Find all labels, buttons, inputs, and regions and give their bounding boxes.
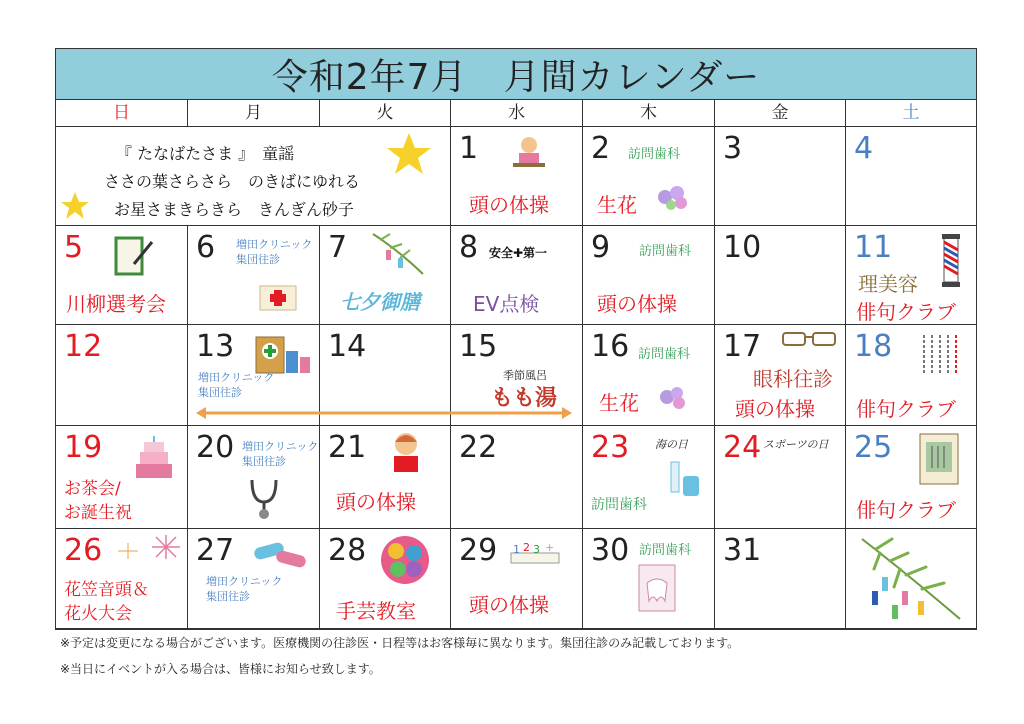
star-icon xyxy=(386,131,432,177)
event-label: 季節風呂 xyxy=(503,369,547,382)
svg-text:3: 3 xyxy=(533,543,540,556)
poem-line-2: ささの葉さらさら のきばにゆれる xyxy=(104,172,361,191)
event-label: 生花 xyxy=(599,391,639,415)
event-label: 訪問歯科 xyxy=(639,543,692,558)
day-cell-23 xyxy=(583,426,715,529)
day-number: 12 xyxy=(64,329,103,364)
day-number: 26 xyxy=(64,533,103,568)
event-label: EV点検 xyxy=(473,292,540,316)
day-number: 25 xyxy=(854,430,893,465)
day-number: 5 xyxy=(64,230,84,265)
day-number: 17 xyxy=(723,329,762,364)
event-label: 七夕御膳 xyxy=(340,290,420,314)
tanabata-cell xyxy=(846,529,976,629)
day-cell-30 xyxy=(583,529,715,629)
day-cell-28 xyxy=(320,529,451,629)
holiday-label: スポーツの日 xyxy=(763,438,829,451)
day-cell-29 xyxy=(451,529,583,629)
day-cell-24 xyxy=(715,426,846,529)
calendar-title xyxy=(56,49,976,100)
day-cell-2 xyxy=(583,127,715,226)
day-cell-5 xyxy=(56,226,188,325)
day-cell-22 xyxy=(451,426,583,529)
title-month: 令和2年7月 xyxy=(271,56,468,98)
clinic-label: 集団往診 xyxy=(236,253,280,266)
event-label: 訪問歯科 xyxy=(638,347,691,362)
day-number: 18 xyxy=(854,329,893,364)
day-number: 14 xyxy=(328,329,367,364)
day-number: 29 xyxy=(459,533,498,568)
clinic-label: 増田クリニック xyxy=(242,440,319,453)
safety-label: 安全✚第一 xyxy=(489,246,548,260)
event-label: 頭の体操 xyxy=(469,593,549,617)
day-cell-1 xyxy=(451,127,583,226)
clinic-label: 集団往診 xyxy=(198,386,242,399)
poem-line-1: 『 たなばたさま 』 童謡 xyxy=(116,144,295,163)
event-label: もも湯 xyxy=(491,386,558,411)
day-cell-10 xyxy=(715,226,846,325)
dental-poster-icon xyxy=(637,563,677,613)
event-label: 俳句クラブ xyxy=(856,397,956,421)
day-cell-19 xyxy=(56,426,188,529)
bamboo-decoration-icon xyxy=(856,533,966,623)
weekday-fri: 金 xyxy=(715,100,846,127)
toothbrush-icon xyxy=(667,460,703,500)
first-aid-kit-icon xyxy=(258,278,298,312)
event-label: 頭の体操 xyxy=(469,193,549,217)
svg-text:2: 2 xyxy=(523,541,530,554)
day-number: 23 xyxy=(591,430,630,465)
writing-board-icon xyxy=(112,234,156,278)
day-cell-3 xyxy=(715,127,846,226)
day-cell-4 xyxy=(846,127,976,226)
day-cell-11 xyxy=(846,226,976,325)
weekday-wed: 水 xyxy=(451,100,583,127)
weekday-mon: 月 xyxy=(188,100,320,127)
poem-paper-icon xyxy=(918,331,964,381)
fireworks-icon xyxy=(110,533,184,563)
day-number: 9 xyxy=(591,230,611,265)
day-number: 20 xyxy=(196,430,235,465)
day-cell-9 xyxy=(583,226,715,325)
day-number: 15 xyxy=(459,329,498,364)
event-label: お茶会/ xyxy=(64,479,121,499)
pills-icon xyxy=(250,535,310,571)
day-number: 3 xyxy=(723,131,743,166)
holiday-label: 海の日 xyxy=(655,438,688,451)
day-cell-31 xyxy=(715,529,846,629)
day-number: 19 xyxy=(64,430,103,465)
footnote-1: ※予定は変更になる場合がございます。医療機関の往診医・日程等はお客様毎に異なります。集団往診のみ記載しております。 xyxy=(60,636,740,650)
weekday-sat: 土 xyxy=(846,100,976,127)
star-icon xyxy=(60,191,90,221)
barber-pole-icon xyxy=(940,232,962,288)
haiku-scroll-icon xyxy=(916,432,962,486)
reading-child-icon xyxy=(386,430,426,476)
day-number: 11 xyxy=(854,230,893,265)
event-label: 訪問歯科 xyxy=(639,244,692,259)
event-label: 訪問歯科 xyxy=(591,497,647,513)
event-label: 川柳選考会 xyxy=(66,292,166,316)
numbers-icon xyxy=(507,539,563,567)
day-cell-27 xyxy=(188,529,320,629)
bamboo-icon xyxy=(368,230,428,276)
day-cell-18 xyxy=(846,325,976,426)
weekday-thu: 木 xyxy=(583,100,715,127)
day-cell-7 xyxy=(320,226,451,325)
day-cell-12 xyxy=(56,325,188,426)
event-label: 花笠音頭＆ xyxy=(64,580,149,600)
day-number: 21 xyxy=(328,430,367,465)
calendar xyxy=(55,48,977,630)
event-label: 頭の体操 xyxy=(336,490,416,514)
event-label: 花火大会 xyxy=(64,604,132,624)
event-label: 生花 xyxy=(597,193,637,217)
event-label: 理美容 xyxy=(858,272,918,296)
range-arrow xyxy=(194,405,574,421)
day-number: 22 xyxy=(459,430,498,465)
day-number: 30 xyxy=(591,533,630,568)
clinic-label: 増田クリニック xyxy=(206,575,283,588)
origami-ball-icon xyxy=(378,533,432,587)
day-cell-20 xyxy=(188,426,320,529)
day-number: 31 xyxy=(723,533,762,568)
brain-exercise-icon xyxy=(509,135,549,171)
day-cell-26 xyxy=(56,529,188,629)
clinic-label: 増田クリニック xyxy=(198,371,275,384)
glasses-icon xyxy=(779,329,839,349)
clinic-label: 集団往診 xyxy=(242,455,286,468)
day-number: 10 xyxy=(723,230,762,265)
day-number: 13 xyxy=(196,329,235,364)
day-cell-8 xyxy=(451,226,583,325)
svg-text:+: + xyxy=(545,541,555,554)
poem-cell xyxy=(56,127,451,226)
svg-text:1: 1 xyxy=(513,543,520,556)
day-cell-21 xyxy=(320,426,451,529)
footnote-2: ※当日にイベントが入る場合は、皆様にお知らせ致します。 xyxy=(60,662,381,676)
event-label: 頭の体操 xyxy=(735,397,815,421)
title-label: 月間カレンダー xyxy=(503,56,761,98)
event-label: 俳句クラブ xyxy=(856,498,956,522)
event-label: 眼科往診 xyxy=(753,367,833,391)
clinic-label: 集団往診 xyxy=(206,590,250,603)
event-label: 頭の体操 xyxy=(597,292,677,316)
weekday-sun: 日 xyxy=(56,100,188,127)
poem-line-3: お星さまきらきら きんぎん砂子 xyxy=(114,200,355,219)
event-label: 訪問歯科 xyxy=(628,147,681,162)
day-number: 4 xyxy=(854,131,874,166)
day-number: 27 xyxy=(196,533,235,568)
day-number: 8 xyxy=(459,230,479,265)
event-label: お誕生祝 xyxy=(64,503,132,523)
event-label: 手芸教室 xyxy=(336,599,416,623)
clinic-label: 増田クリニック xyxy=(236,238,313,251)
day-number: 28 xyxy=(328,533,367,568)
weekday-tue: 火 xyxy=(320,100,451,127)
flower-icon xyxy=(655,383,691,413)
flower-icon xyxy=(653,183,693,213)
day-number: 7 xyxy=(328,230,348,265)
day-cell-16 xyxy=(583,325,715,426)
day-number: 6 xyxy=(196,230,216,265)
day-number: 2 xyxy=(591,131,611,166)
event-label: 俳句クラブ xyxy=(856,300,956,324)
cake-icon xyxy=(130,434,178,484)
day-number: 16 xyxy=(591,329,630,364)
day-cell-17 xyxy=(715,325,846,426)
stethoscope-icon xyxy=(244,476,284,520)
day-number: 24 xyxy=(723,430,762,465)
day-cell-6 xyxy=(188,226,320,325)
day-number: 1 xyxy=(459,131,479,166)
day-cell-25 xyxy=(846,426,976,529)
